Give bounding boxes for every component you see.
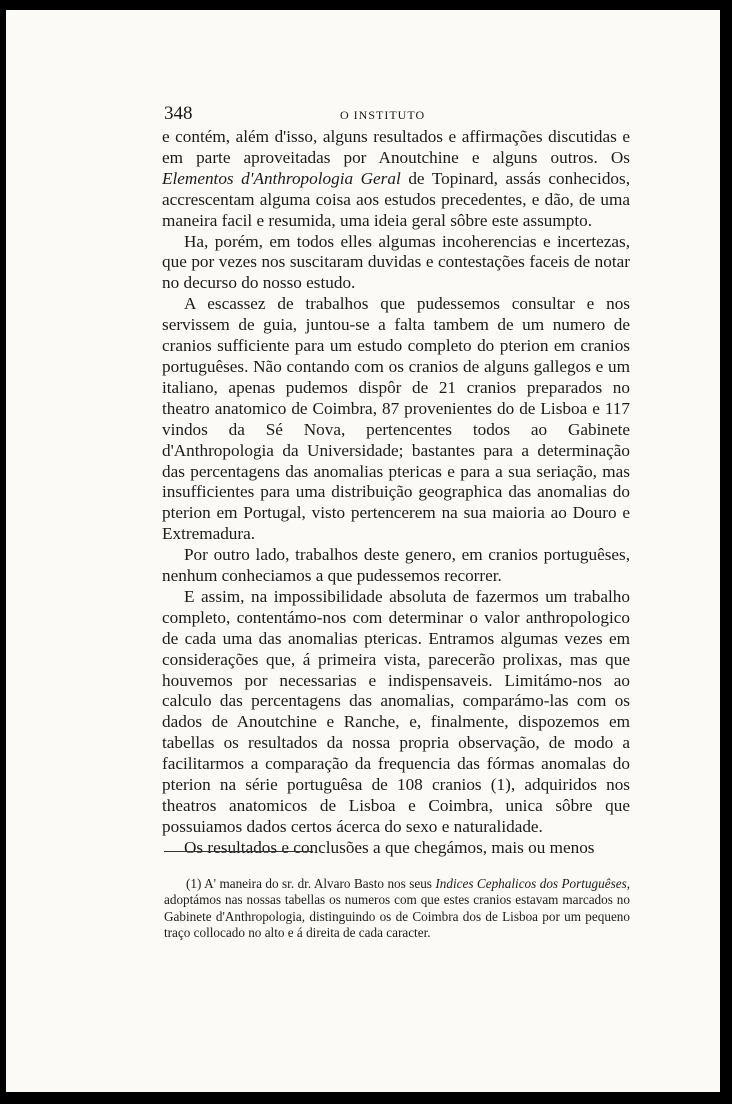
paragraph-2: Ha, porém, em todos elles algumas incoherencias e incertezas, que por vezes nos suscitaram duvidas e contestações faceis de notar no decurso do nosso estudo. (162, 231, 630, 293)
book-title-italic: Elementos d'Anthropologia Geral (162, 168, 401, 188)
body-text (162, 127, 630, 859)
paragraph-3: A escassez de trabalhos que pudessemos consultar e nos servissem de guia, juntou-se a falta tambem de um numero de cranios sufficiente para um estudo completo do pterion em cranios portuguêses. Não contando com os cranios de alguns gallegos e um italiano, apenas pudemos dispôr de 21 cranios preparados no theatro anatomico de Coimbra, 87 provenientes do de Lisboa e 117 vindos da Sé Nova, pertencentes todos ao Gabinete d'Anthropologia da Universidade; bastantes para a determinação das percentagens das anomalias ptericas e para a sua seriação, mas insufficientes para uma distribuição geographica das anomalias do pterion em Portugal, visto pertencerem na sua maioria ao Douro e Extremadura. (162, 294, 630, 544)
footnote-title-italic: Indices Cephalicos dos Portuguêses, (435, 876, 630, 891)
footnote-text-c: adoptámos nas nossas tabellas os numeros com que estes cranios estavam marcados no Gabinete d'Anthropologia, distinguindo os de Coimbra dos de Lisboa por um pequeno traço collocado no alto e á direita de cada caracter. (164, 892, 630, 941)
footnote-divider (164, 851, 313, 852)
paragraph-1-text-c: de Topinard, assás conhecidos, accrescentam alguma coisa aos estudos precedentes, e dão, de uma maneira facil e resumida, uma ideia geral sôbre este assumpto. (162, 168, 630, 230)
running-head: O INSTITUTO (340, 108, 426, 122)
footnote-text-a: (1) A' maneira do sr. dr. Alvaro Basto nos seus (186, 876, 436, 891)
paragraph-1 (162, 127, 630, 232)
paragraph-5: E assim, na impossibilidade absoluta de fazermos um trabalho completo, contentámo-nos com determinar o valor anthropologico de cada uma das anomalias ptericas. Entramos algumas vezes em considerações que, á primeira vista, parecerão prolixas, mas que houvemos por necessarias e indispensaveis. Limitámo-nos ao calculo das percentagens das anomalias, comparámo-las com os dados de Anoutchine e Ranche, e, finalmente, dispozemos em tabellas os resultados da nossa propria observação, de modo a facilitarmos a comparação da frequencia das fórmas anomalas do pterion na série portuguêsa de 108 cranios (1), adquiridos nos theatros anatomicos de Lisboa e Coimbra, unica sôbre que possuiamos dados certos ácerca do sexo e naturalidade. (162, 586, 630, 836)
footnote (164, 876, 630, 942)
paragraph-6: Os resultados e conclusões a que chegámos, mais ou menos (184, 837, 595, 857)
paragraph-1-text-a: e contém, além d'isso, alguns resultados e affirmações discutidas e em parte aproveitadas por Anoutchine e alguns outros. Os (162, 127, 630, 167)
paragraph-4: Por outro lado, trabalhos deste genero, em cranios portuguêses, nenhum conheciamos a que pudessemos recorrer. (162, 545, 630, 586)
page-number: 348 (164, 103, 193, 124)
